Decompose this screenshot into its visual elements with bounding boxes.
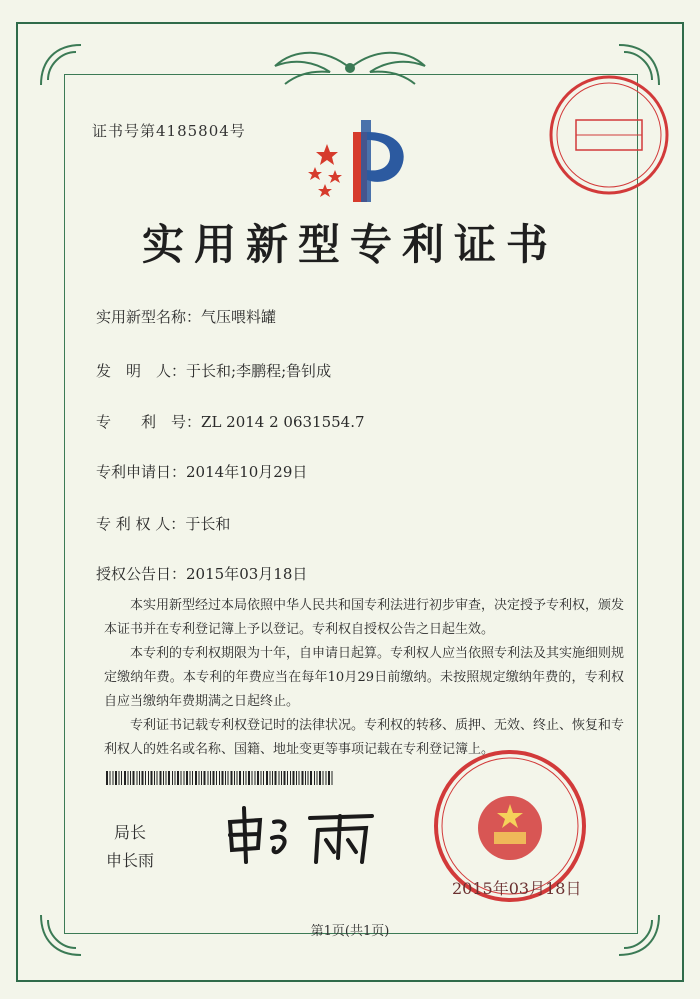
paragraph-legal-status: 专利证书记载专利权登记时的法律状况。专利权的转移、质押、无效、终止、恢复和专利权人的姓名或名称、国籍、地址变更等事项记载在专利登记簿上。 [104,718,625,757]
field-patentee [96,513,230,534]
director-title: 局长 [114,823,147,842]
field-inventors [96,360,331,381]
field-label: 实用新型名称： [96,308,202,326]
agency-seal [544,70,674,200]
issue-date: 2015年03月18日 [452,879,582,898]
certificate-title: 实用新型专利证书 [141,220,558,269]
field-value: 2015年03月18日 [186,565,308,583]
director-name: 申长雨 [106,851,155,870]
field-value: 于长和;李鹏程;鲁钊成 [186,362,332,380]
field-value: 于长和 [185,515,231,533]
page-number: 第1页(共1页) [310,924,390,939]
paragraph-grant: 本实用新型经过本局依照中华人民共和国专利法进行初步审查，决定授予专利权，颁发本证书并在专利登记簿上予以登记。专利权自授权公告之日起生效。 [104,598,625,637]
field-patent-number [96,411,365,432]
field-publication-date [96,563,307,584]
field-label: 专利申请日： [96,463,187,481]
director-signature [222,800,382,870]
field-value: 2014年10月29日 [186,463,308,481]
field-label: 发 明 人： [96,362,187,380]
field-utility-model-name [96,306,276,327]
field-label: 授权公告日： [96,565,187,583]
paragraph-term: 本专利的专利权期限为十年，自申请日起算。专利权人应当依照专利法及其实施细则规定缴纳年费。本专利的年费应当在每年10月29日前缴纳。未按照规定缴纳年费的，专利权自应当缴纳年费期满之日起终止。 [104,646,625,709]
field-application-date [96,461,307,482]
barcode [106,771,336,785]
patent-office-logo [305,112,415,207]
ornament-corner-top-left [36,40,86,90]
field-label: 专 利 号： [96,413,202,431]
field-value: ZL 2014 2 0631554.7 [201,413,365,431]
field-value: 气压喂料罐 [201,308,277,326]
certificate-number: 证书号第4185804号 [92,122,246,140]
ornament-top [255,48,445,88]
field-label: 专 利 权 人： [96,515,186,533]
